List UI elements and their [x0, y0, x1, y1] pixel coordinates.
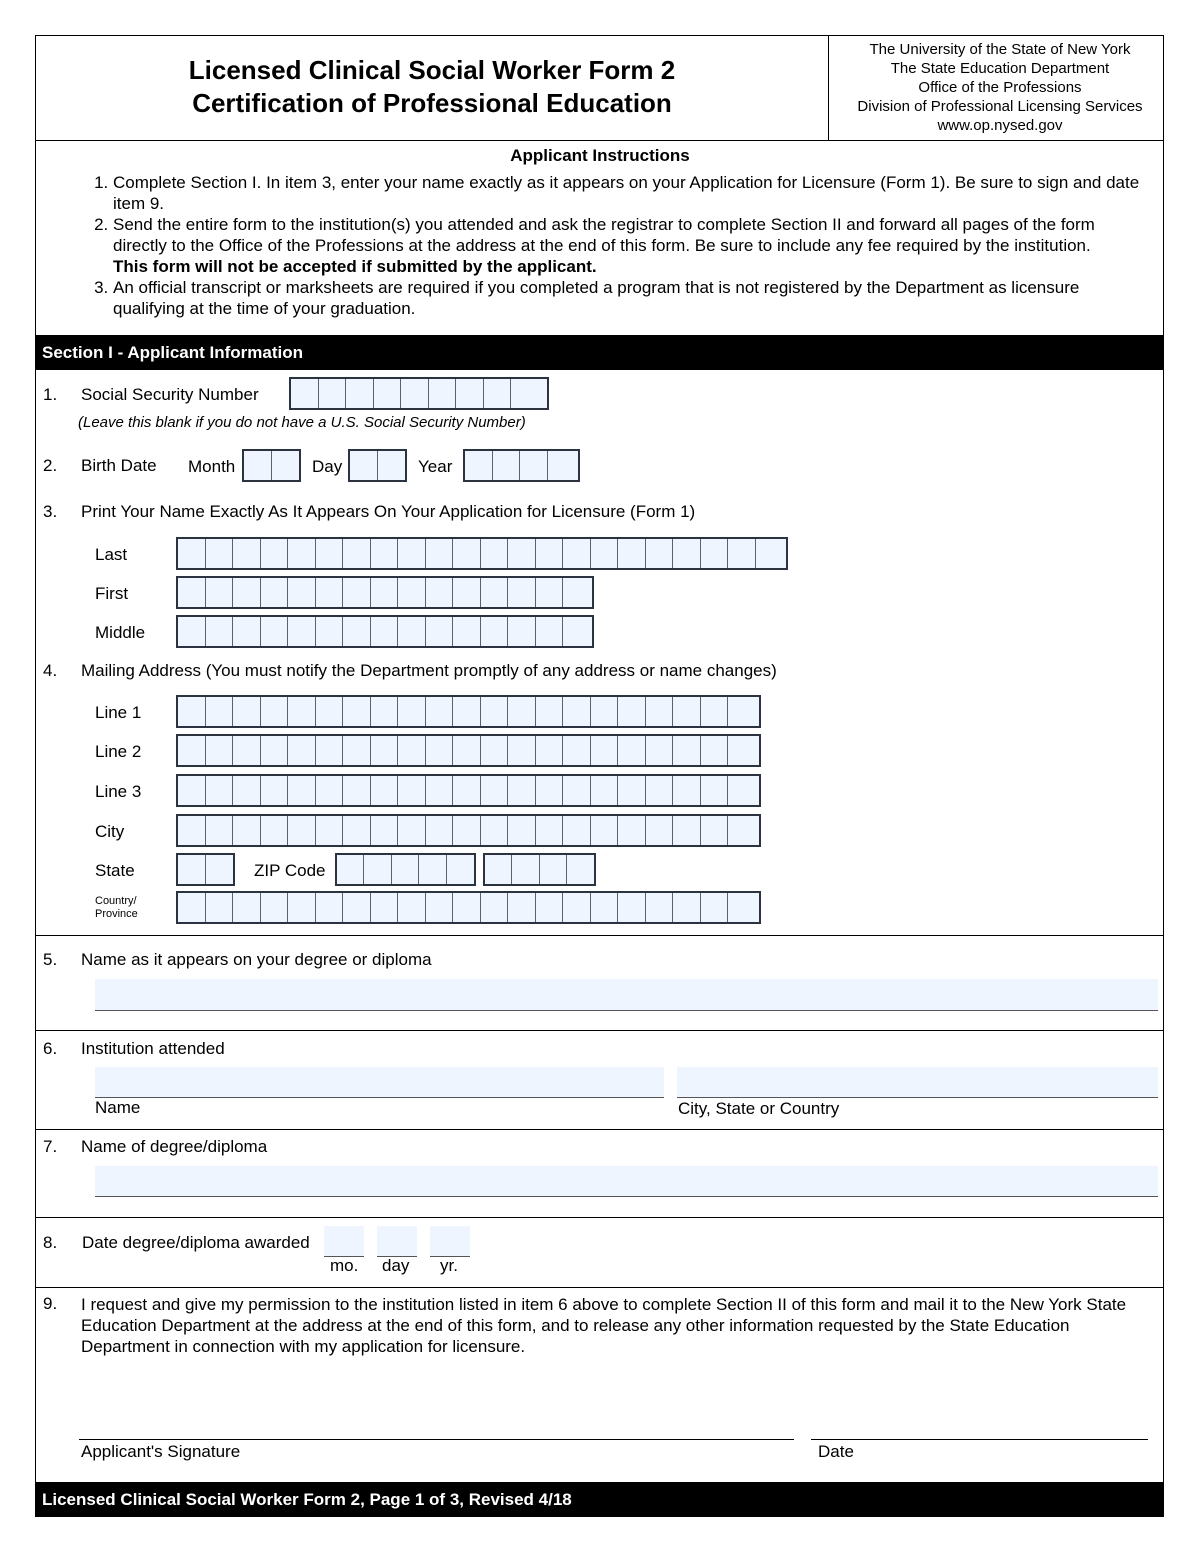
signature-line[interactable]	[79, 1439, 794, 1440]
form-title	[36, 54, 828, 120]
last-name-label: Last	[95, 545, 128, 564]
question-number: 8.	[43, 1233, 58, 1252]
page-footer: Licensed Clinical Social Worker Form 2, Page 1 of 3, Revised 4/18	[35, 1482, 1164, 1517]
question-number: 4.	[43, 661, 58, 680]
ssn-input[interactable]	[289, 377, 549, 410]
institution-name-caption: Name	[95, 1098, 141, 1117]
institution-location-input[interactable]	[677, 1067, 1158, 1098]
date-line[interactable]	[811, 1439, 1148, 1440]
address-line2-label: Line 2	[95, 742, 142, 761]
section-heading: Section I - Applicant Information	[35, 335, 1164, 370]
award-day-caption: day	[382, 1256, 410, 1275]
diploma-name-label: Name as it appears on your degree or diploma	[81, 950, 432, 969]
name-label: Print Your Name Exactly As It Appears On Your Application for Licensure (Form 1)	[81, 502, 696, 521]
day-label: Day	[312, 457, 343, 476]
country-label: Country/ Province	[95, 895, 138, 920]
instruction-warning: This form will not be accepted if submitted by the applicant.	[113, 257, 597, 276]
header-rule	[35, 140, 1164, 141]
instructions-heading: Applicant Instructions	[510, 146, 690, 165]
ssn-note: (Leave this blank if you do not have a U.S. Social Security Number)	[78, 414, 526, 431]
divider	[35, 1287, 1164, 1288]
zip-label: ZIP Code	[254, 861, 326, 880]
state-label: State	[95, 861, 135, 880]
zip-input[interactable]	[335, 853, 476, 886]
first-name-input[interactable]	[176, 576, 594, 609]
institution-label: Institution attended	[81, 1039, 225, 1058]
country-input[interactable]	[176, 891, 761, 924]
diploma-name-input[interactable]	[95, 979, 1158, 1011]
first-name-label: First	[95, 584, 129, 603]
birth-day-input[interactable]	[348, 449, 407, 482]
title-line-1: Licensed Clinical Social Worker Form 2	[188, 55, 676, 85]
question-number: 7.	[43, 1137, 58, 1156]
institution-name-input[interactable]	[95, 1067, 664, 1098]
divider	[35, 935, 1164, 936]
address-line1-input[interactable]	[176, 695, 761, 728]
question-number: 2.	[43, 456, 58, 475]
middle-name-label: Middle	[95, 623, 146, 642]
divider	[35, 1129, 1164, 1130]
question-number: 3.	[43, 502, 58, 521]
question-number: 6.	[43, 1039, 58, 1058]
birth-date-label: Birth Date	[81, 456, 157, 475]
agency-website: www.op.nysed.gov	[937, 117, 1063, 134]
question-number: 5.	[43, 950, 58, 969]
award-year-input[interactable]	[430, 1226, 470, 1257]
agency-line: Division of Professional Licensing Services	[857, 98, 1143, 115]
birth-year-input[interactable]	[463, 449, 580, 482]
year-label: Year	[418, 457, 453, 476]
instruction-item: 1. Complete Section I. In item 3, enter your name exactly as it appears on your Application for Licensure (Form 1). Be sure to sign and date item 9.	[113, 172, 1147, 214]
city-label: City	[95, 822, 125, 841]
title-line-2: Certification of Professional Education	[192, 88, 672, 118]
agency-line: The State Education Department	[890, 60, 1110, 77]
instructions-list	[35, 172, 1147, 319]
instruction-item: 2. Send the entire form to the institution(s) you attended and ask the registrar to complete Section II and forward all pages of the form directly to the Office of the Professions at the address at the end of this form. Be sure to include any fee required by the institution. This form will not be accepted if submitted by the applicant.	[113, 214, 1147, 277]
address-line2-input[interactable]	[176, 734, 761, 767]
last-name-input[interactable]	[176, 537, 788, 570]
divider	[35, 1030, 1164, 1031]
address-line1-label: Line 1	[95, 703, 142, 722]
city-input[interactable]	[176, 814, 761, 847]
question-number: 9.	[43, 1294, 58, 1313]
agency-block	[829, 40, 1171, 135]
question-number: 1.	[43, 385, 58, 404]
mailing-address-label: Mailing Address (You must notify the Department promptly of any address or name changes)	[81, 661, 777, 680]
signature-caption: Applicant's Signature	[81, 1442, 241, 1461]
agency-line: Office of the Professions	[918, 79, 1082, 96]
address-line3-label: Line 3	[95, 782, 142, 801]
agency-line: The University of the State of New York	[869, 41, 1131, 58]
degree-name-label: Name of degree/diploma	[81, 1137, 268, 1156]
award-day-input[interactable]	[377, 1226, 417, 1257]
institution-location-caption: City, State or Country	[678, 1099, 840, 1118]
award-date-label: Date degree/diploma awarded	[82, 1233, 310, 1252]
middle-name-input[interactable]	[176, 615, 594, 648]
award-month-caption: mo.	[330, 1256, 359, 1275]
zip-extension-input[interactable]	[483, 853, 596, 886]
month-label: Month	[188, 457, 236, 476]
ssn-label: Social Security Number	[81, 385, 259, 404]
state-input[interactable]	[176, 853, 235, 886]
award-year-caption: yr.	[440, 1256, 458, 1275]
award-month-input[interactable]	[324, 1226, 364, 1257]
degree-name-input[interactable]	[95, 1166, 1158, 1197]
birth-month-input[interactable]	[242, 449, 301, 482]
permission-statement: I request and give my permission to the institution listed in item 6 above to complete Section II of this form and mail it to the New York State Education Department at the address at the end of this form, and to release any other information requested by the State Education Department in connection with my application for licensure.	[81, 1295, 1127, 1356]
address-line3-input[interactable]	[176, 774, 761, 807]
divider	[35, 1217, 1164, 1218]
instruction-item: 3. An official transcript or marksheets are required if you completed a program that is not registered by the Department as licensure qualifying at the time of your graduation.	[113, 277, 1147, 319]
date-caption: Date	[818, 1442, 854, 1461]
